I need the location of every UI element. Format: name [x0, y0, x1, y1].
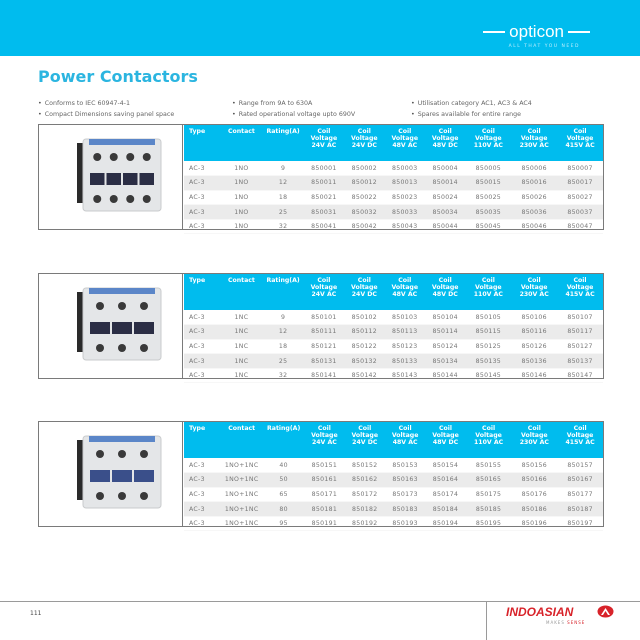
- spec-table: [184, 422, 603, 531]
- table-cell: 850024: [425, 190, 465, 205]
- table-cell: AC-3: [184, 516, 220, 531]
- header-line: Coil: [573, 128, 587, 135]
- table-cell: AC-3: [184, 487, 220, 502]
- table-row: [184, 516, 603, 531]
- table-cell: 850031: [304, 205, 344, 220]
- table-cell: 850181: [304, 502, 344, 517]
- table-cell: 1NO: [220, 205, 262, 220]
- table-cell: AC-3: [184, 473, 220, 488]
- table-cell: 850155: [466, 458, 512, 473]
- feature-column-1: [38, 98, 174, 120]
- column-header-contact: Contact: [220, 274, 262, 310]
- table-cell: 65: [263, 487, 304, 502]
- header-line: 110V AC: [473, 291, 503, 298]
- table-cell: 850191: [304, 516, 344, 531]
- column-header-rating: Rating(A): [263, 274, 304, 310]
- brand-logo: [483, 22, 590, 42]
- table-cell: 1NO+1NC: [220, 502, 263, 517]
- table-cell: 850164: [425, 473, 465, 488]
- header-line: Voltage: [566, 135, 594, 142]
- table-cell: 850194: [425, 516, 465, 531]
- header-line: Voltage: [351, 284, 378, 291]
- table-cell: 850136: [511, 354, 557, 369]
- header-line: 110V AC: [473, 142, 503, 149]
- header-line: Voltage: [475, 284, 502, 291]
- table-cell: 850143: [385, 368, 425, 383]
- table-cell: 850113: [385, 325, 425, 340]
- header-line: Coil: [573, 277, 587, 284]
- column-header-coil-voltage: [425, 125, 465, 161]
- column-header-coil-voltage: [425, 274, 465, 310]
- table-cell: 850026: [511, 190, 557, 205]
- table-cell: 850127: [557, 339, 603, 354]
- table-cell: 850005: [465, 161, 511, 176]
- header-line: 48V DC: [432, 142, 458, 149]
- header-line: 48V AC: [392, 439, 418, 446]
- product-box: [38, 124, 604, 230]
- table-cell: AC-3: [184, 176, 220, 191]
- table-cell: 25: [263, 205, 304, 220]
- header-line: 230V AC: [519, 439, 549, 446]
- table-cell: AC-3: [184, 325, 220, 340]
- table-row: [184, 339, 603, 354]
- header-line: 415V AC: [565, 142, 595, 149]
- column-header-coil-voltage: [511, 422, 557, 458]
- contactor-3pole-image: [39, 274, 183, 378]
- table-cell: 850186: [511, 502, 557, 517]
- table-cell: 850187: [557, 502, 603, 517]
- table-cell: 1NO: [220, 190, 262, 205]
- header-line: Coil: [481, 277, 495, 284]
- table-cell: 850015: [465, 176, 511, 191]
- table-cell: 9: [263, 161, 304, 176]
- table-cell: 850151: [304, 458, 344, 473]
- column-header-coil-voltage: [557, 125, 603, 161]
- table-cell: 850007: [557, 161, 603, 176]
- table-cell: 850135: [465, 354, 511, 369]
- column-header-coil-voltage: [557, 274, 603, 310]
- header-line: Coil: [398, 128, 412, 135]
- table-cell: 850156: [511, 458, 557, 473]
- table-row: [184, 176, 603, 191]
- table-cell: 80: [263, 502, 304, 517]
- table-cell: 850021: [304, 190, 344, 205]
- feature-item: • Utilisation category AC1, AC3 & AC4: [411, 98, 532, 109]
- table-cell: 850165: [466, 473, 512, 488]
- header-line: Voltage: [520, 135, 548, 142]
- table-cell: 850134: [425, 354, 465, 369]
- column-header-type: Type: [184, 422, 220, 458]
- product-box: [38, 421, 604, 527]
- column-header-coil-voltage: [511, 274, 557, 310]
- table-cell: 850176: [511, 487, 557, 502]
- table-cell: 850036: [511, 205, 557, 220]
- header-line: 24V AC: [311, 291, 337, 298]
- table-cell: 850112: [344, 325, 384, 340]
- feature-column-2: [232, 98, 355, 120]
- table-cell: 850044: [425, 219, 465, 234]
- table-row: [184, 473, 603, 488]
- header-line: 24V AC: [311, 142, 337, 149]
- header-line: 48V AC: [392, 291, 418, 298]
- table-row: [184, 325, 603, 340]
- table-cell: 1NC: [220, 325, 262, 340]
- table-cell: 850047: [557, 219, 603, 234]
- table-cell: 850124: [425, 339, 465, 354]
- table-cell: 850101: [304, 310, 344, 325]
- table-cell: 850004: [425, 161, 465, 176]
- header-line: Coil: [438, 128, 452, 135]
- table-cell: 850144: [425, 368, 465, 383]
- page-title: Power Contactors: [38, 67, 198, 86]
- table-cell: 850183: [385, 502, 425, 517]
- column-header-coil-voltage: [344, 125, 384, 161]
- table-cell: 850027: [557, 190, 603, 205]
- table-cell: 1NC: [220, 339, 262, 354]
- header-line: Voltage: [520, 284, 548, 291]
- table-cell: 850153: [385, 458, 425, 473]
- brand-name: opticon: [509, 22, 564, 41]
- table-cell: 850117: [557, 325, 603, 340]
- header-line: Coil: [317, 425, 331, 432]
- table-cell: 850011: [304, 176, 344, 191]
- header-line: Coil: [527, 128, 541, 135]
- table-row: [184, 354, 603, 369]
- table-cell: AC-3: [184, 205, 220, 220]
- spec-table: [184, 274, 603, 383]
- header-line: Voltage: [391, 135, 419, 142]
- table-header-row: [184, 422, 603, 458]
- table-cell: 850116: [511, 325, 557, 340]
- indoasian-logo-mark-icon: [597, 605, 614, 618]
- header-line: Coil: [573, 425, 587, 432]
- table-cell: 40: [263, 458, 304, 473]
- table-cell: 850032: [344, 205, 384, 220]
- table-cell: 850103: [385, 310, 425, 325]
- header-line: Voltage: [475, 135, 502, 142]
- table-cell: 850104: [425, 310, 465, 325]
- table-cell: 850037: [557, 205, 603, 220]
- table-cell: 850114: [425, 325, 465, 340]
- table-cell: 1NO: [220, 161, 262, 176]
- table-cell: 850174: [425, 487, 465, 502]
- column-header-coil-voltage: [304, 125, 344, 161]
- table-cell: 850185: [466, 502, 512, 517]
- table-cell: 850046: [511, 219, 557, 234]
- table-cell: 850175: [466, 487, 512, 502]
- table-cell: 850002: [344, 161, 384, 176]
- header-line: Coil: [398, 425, 412, 432]
- header-line: Coil: [527, 425, 541, 432]
- table-cell: 32: [263, 368, 304, 383]
- table-cell: 850014: [425, 176, 465, 191]
- table-cell: 850161: [304, 473, 344, 488]
- table-cell: 1NO+1NC: [220, 458, 263, 473]
- column-header-coil-voltage: [425, 422, 465, 458]
- header-line: Voltage: [311, 432, 338, 439]
- table-cell: 850003: [385, 161, 425, 176]
- column-header-coil-voltage: [345, 422, 385, 458]
- header-line: 24V DC: [351, 142, 377, 149]
- table-cell: AC-3: [184, 190, 220, 205]
- table-cell: AC-3: [184, 219, 220, 234]
- header-line: Voltage: [432, 432, 459, 439]
- table-cell: 850107: [557, 310, 603, 325]
- header-line: Coil: [358, 425, 372, 432]
- feature-item: • Rated operational voltage upto 690V: [232, 109, 355, 120]
- header-line: Coil: [317, 128, 331, 135]
- table-cell: 18: [263, 339, 304, 354]
- table-row: [184, 487, 603, 502]
- table-cell: 850001: [304, 161, 344, 176]
- header-line: Voltage: [566, 432, 594, 439]
- table-cell: 850041: [304, 219, 344, 234]
- table-cell: 850157: [557, 458, 603, 473]
- header-line: 24V AC: [311, 439, 337, 446]
- table-cell: 850192: [345, 516, 385, 531]
- table-cell: 12: [263, 325, 304, 340]
- contactor-large-image: [39, 422, 183, 526]
- logo-tagline-a: MAKES: [546, 620, 568, 625]
- logo-tagline: [546, 620, 585, 625]
- table-cell: 850023: [385, 190, 425, 205]
- spec-table: [184, 125, 603, 234]
- table-header-row: [184, 274, 603, 310]
- logo-tagline-b: SENSE: [567, 620, 586, 625]
- table-cell: 850171: [304, 487, 344, 502]
- header-line: Voltage: [431, 135, 459, 142]
- brand-tagline: ALL THAT YOU NEED: [508, 44, 580, 49]
- table-cell: AC-3: [184, 368, 220, 383]
- header-line: Coil: [357, 277, 371, 284]
- column-header-rating: Rating(A): [263, 422, 304, 458]
- table-cell: 32: [263, 219, 304, 234]
- column-header-coil-voltage: [385, 274, 425, 310]
- table-cell: 850173: [385, 487, 425, 502]
- table-cell: 850013: [385, 176, 425, 191]
- table-cell: 1NC: [220, 310, 262, 325]
- product-box: [38, 273, 604, 379]
- column-header-coil-voltage: [465, 125, 511, 161]
- table-row: [184, 458, 603, 473]
- header-line: Voltage: [310, 135, 338, 142]
- table-cell: AC-3: [184, 354, 220, 369]
- indoasian-logo: INDOASIAN: [506, 605, 574, 619]
- table-cell: 850152: [345, 458, 385, 473]
- column-header-coil-voltage: [511, 125, 557, 161]
- header-line: Coil: [398, 277, 412, 284]
- table-cell: 50: [263, 473, 304, 488]
- table-cell: 850146: [511, 368, 557, 383]
- table-cell: 850102: [344, 310, 384, 325]
- table-row: [184, 368, 603, 383]
- header-line: Voltage: [351, 432, 379, 439]
- table-header-row: [184, 125, 603, 161]
- table-cell: 850106: [511, 310, 557, 325]
- table-cell: 850177: [557, 487, 603, 502]
- table-cell: 850166: [511, 473, 557, 488]
- table-cell: 850142: [344, 368, 384, 383]
- table-cell: 1NO+1NC: [220, 487, 263, 502]
- table-cell: 850132: [344, 354, 384, 369]
- column-header-rating: Rating(A): [263, 125, 304, 161]
- table-cell: 12: [263, 176, 304, 191]
- header-line: Voltage: [391, 432, 419, 439]
- table-cell: 850022: [344, 190, 384, 205]
- header-line: 24V DC: [351, 291, 377, 298]
- brand-dash-left: [483, 31, 505, 33]
- table-cell: 1NO: [220, 219, 262, 234]
- table-row: [184, 205, 603, 220]
- table-cell: 850025: [465, 190, 511, 205]
- table-row: [184, 502, 603, 517]
- table-cell: 850162: [345, 473, 385, 488]
- table-cell: 850172: [345, 487, 385, 502]
- header-line: Voltage: [431, 284, 459, 291]
- table-cell: 850197: [557, 516, 603, 531]
- table-cell: 850167: [557, 473, 603, 488]
- brand-dash-right: [568, 31, 590, 33]
- table-cell: 850121: [304, 339, 344, 354]
- table-cell: 25: [263, 354, 304, 369]
- column-header-type: Type: [184, 274, 220, 310]
- table-cell: 9: [263, 310, 304, 325]
- table-cell: 850196: [511, 516, 557, 531]
- header-line: Voltage: [475, 432, 502, 439]
- header-line: Coil: [438, 425, 453, 432]
- table-cell: 850105: [465, 310, 511, 325]
- table-cell: 850126: [511, 339, 557, 354]
- table-cell: 850137: [557, 354, 603, 369]
- table-cell: 1NO+1NC: [220, 473, 263, 488]
- table-cell: 850122: [344, 339, 384, 354]
- table-cell: 850141: [304, 368, 344, 383]
- header-line: 24V DC: [352, 439, 378, 446]
- table-cell: 850182: [345, 502, 385, 517]
- table-cell: 850147: [557, 368, 603, 383]
- header-line: Voltage: [566, 284, 594, 291]
- header-line: Coil: [481, 128, 495, 135]
- header-line: 230V AC: [519, 142, 549, 149]
- table-cell: 850012: [344, 176, 384, 191]
- table-cell: 850016: [511, 176, 557, 191]
- table-cell: 850042: [344, 219, 384, 234]
- column-header-coil-voltage: [385, 125, 425, 161]
- table-cell: 1NC: [220, 368, 262, 383]
- header-line: Coil: [317, 277, 331, 284]
- table-cell: 850035: [465, 205, 511, 220]
- header-line: 48V AC: [392, 142, 418, 149]
- table-cell: 18: [263, 190, 304, 205]
- table-cell: AC-3: [184, 310, 220, 325]
- column-header-coil-voltage: [465, 274, 511, 310]
- table-cell: 850033: [385, 205, 425, 220]
- table-row: [184, 161, 603, 176]
- feature-item: • Conforms to IEC 60947-4-1: [38, 98, 174, 109]
- feature-item: • Range from 9A to 630A: [232, 98, 355, 109]
- table-row: [184, 219, 603, 234]
- table-cell: 850131: [304, 354, 344, 369]
- header-line: Voltage: [310, 284, 338, 291]
- table-cell: 1NO+1NC: [220, 516, 263, 531]
- table-cell: 850034: [425, 205, 465, 220]
- table-cell: 1NO: [220, 176, 262, 191]
- table-cell: 850123: [385, 339, 425, 354]
- table-cell: 850184: [425, 502, 465, 517]
- table-cell: 850154: [425, 458, 465, 473]
- contactor-4pole-image: [39, 125, 183, 229]
- table-cell: 95: [263, 516, 304, 531]
- header-line: 110V AC: [473, 439, 504, 446]
- table-cell: 850163: [385, 473, 425, 488]
- table-cell: AC-3: [184, 458, 220, 473]
- header-line: Coil: [357, 128, 371, 135]
- header-line: Coil: [527, 277, 541, 284]
- footer-vertical-divider: [486, 601, 487, 640]
- table-cell: AC-3: [184, 161, 220, 176]
- footer-divider-line: [0, 601, 640, 602]
- table-row: [184, 310, 603, 325]
- table-cell: 850017: [557, 176, 603, 191]
- column-header-coil-voltage: [466, 422, 512, 458]
- table-cell: 850195: [466, 516, 512, 531]
- header-line: Voltage: [351, 135, 378, 142]
- table-row: [184, 190, 603, 205]
- table-cell: 850115: [465, 325, 511, 340]
- table-cell: 850125: [465, 339, 511, 354]
- table-cell: 850006: [511, 161, 557, 176]
- column-header-coil-voltage: [344, 274, 384, 310]
- header-line: Coil: [482, 425, 496, 432]
- column-header-coil-voltage: [304, 422, 344, 458]
- table-cell: 1NC: [220, 354, 262, 369]
- table-cell: AC-3: [184, 502, 220, 517]
- page-number: 111: [30, 610, 42, 617]
- column-header-coil-voltage: [557, 422, 603, 458]
- header-line: Voltage: [391, 284, 419, 291]
- table-cell: 850111: [304, 325, 344, 340]
- feature-item: • Compact Dimensions saving panel space: [38, 109, 174, 120]
- header-line: 48V DC: [432, 439, 459, 446]
- column-header-contact: Contact: [220, 125, 262, 161]
- table-cell: 850133: [385, 354, 425, 369]
- column-header-coil-voltage: [385, 422, 425, 458]
- header-line: 230V AC: [519, 291, 549, 298]
- table-cell: 850045: [465, 219, 511, 234]
- feature-column-3: [411, 98, 532, 120]
- table-cell: 850043: [385, 219, 425, 234]
- table-cell: 850193: [385, 516, 425, 531]
- header-line: Voltage: [521, 432, 548, 439]
- header-line: Coil: [438, 277, 452, 284]
- header-line: 415V AC: [565, 291, 595, 298]
- column-header-type: Type: [184, 125, 220, 161]
- header-line: 415V AC: [565, 439, 595, 446]
- feature-item: • Spares available for entire range: [411, 109, 532, 120]
- header-line: 48V DC: [432, 291, 458, 298]
- table-cell: 850145: [465, 368, 511, 383]
- table-cell: AC-3: [184, 339, 220, 354]
- column-header-coil-voltage: [304, 274, 344, 310]
- column-header-contact: Contact: [220, 422, 263, 458]
